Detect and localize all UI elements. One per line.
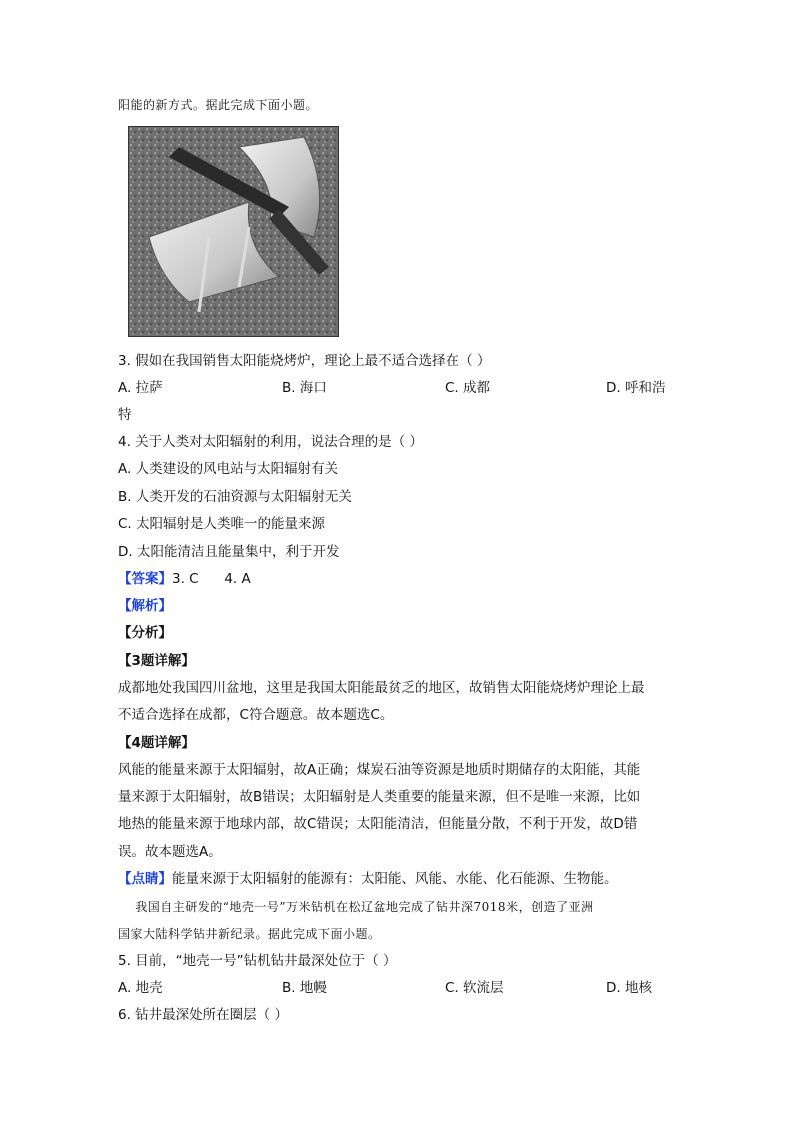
detail-4-line-1: 风能的能量来源于太阳辐射，故A正确；煤炭石油等资源是地质时期储存的太阳能，其能: [118, 762, 641, 778]
q5-option-b: B. 地幔: [282, 980, 327, 996]
question-6-stem: 6. 钻井最深处所在圈层（ ）: [118, 1007, 288, 1023]
answer-text: 3. C 4. A: [172, 571, 251, 587]
q4-option-d: D. 太阳能清洁且能量集中，利于开发: [118, 544, 340, 560]
detail-3-line-2: 不适合选择在成都，C符合题意。故本题选C。: [118, 707, 394, 723]
q4-option-a: A. 人类建设的风电站与太阳辐射有关: [118, 461, 339, 477]
intro-2-line-2: 国家大陆科学钻井新纪录。据此完成下面小题。: [118, 927, 381, 941]
detail-4-line-2: 量来源于太阳辐射，故B错误；太阳辐射是人类重要的能量来源，但不是唯一来源，比如: [118, 789, 641, 805]
q3-option-a: A. 拉萨: [118, 380, 163, 396]
solar-cooker-photo: [128, 126, 339, 337]
detail-4-line-3: 地热的能量来源于地球内部，故C错误；太阳能清洁，但能量分散，不利于开发，故D错: [118, 816, 638, 832]
q3-option-d-wrap: 特: [118, 407, 132, 423]
solar-cooker-image: [129, 127, 338, 336]
q3-option-d: D. 呼和浩: [606, 380, 666, 396]
detail-4-line-4: 误。故本题选A。: [118, 844, 222, 860]
question-5-stem: 5. 目前，“地壳一号”钻机钻井最深处位于（ ）: [118, 953, 397, 969]
q5-option-c: C. 软流层: [445, 980, 504, 996]
dianjing-tag: 【点睛】: [118, 871, 172, 887]
q3-option-c: C. 成都: [445, 380, 491, 396]
question-4-stem: 4. 关于人类对太阳辐射的利用，说法合理的是（ ）: [118, 434, 423, 450]
detail-3-line-1: 成都地处我国四川盆地，这里是我国太阳能最贫乏的地区，故销售太阳能烧烤炉理论上最: [118, 680, 645, 696]
analysis-tag: 【解析】: [118, 598, 172, 614]
q3-option-b: B. 海口: [282, 380, 327, 396]
detail-3-tag: 【3题详解】: [118, 653, 195, 669]
answer-tag: 【答案】: [118, 571, 172, 587]
q5-option-a: A. 地壳: [118, 980, 163, 996]
dianjing-line: [118, 870, 618, 888]
answer-line: [118, 570, 251, 588]
dianjing-text: 能量来源于太阳辐射的能源有：太阳能、风能、水能、化石能源、生物能。: [172, 871, 618, 887]
q4-option-b: B. 人类开发的石油资源与太阳辐射无关: [118, 489, 352, 505]
intro-text-continued: 阳能的新方式。据此完成下面小题。: [118, 98, 319, 112]
q4-option-c: C. 太阳辐射是人类唯一的能量来源: [118, 516, 326, 532]
detail-4-tag: 【4题详解】: [118, 735, 195, 751]
q5-option-d: D. 地核: [606, 980, 652, 996]
question-3-stem: 3. 假如在我国销售太阳能烧烤炉，理论上最不适合选择在（ ）: [118, 353, 491, 369]
intro-2-line-1: 我国自主研发的“地壳一号”万米钻机在松辽盆地完成了钻井深7018米，创造了亚洲: [118, 900, 594, 914]
fenxi-tag: 【分析】: [118, 625, 172, 641]
